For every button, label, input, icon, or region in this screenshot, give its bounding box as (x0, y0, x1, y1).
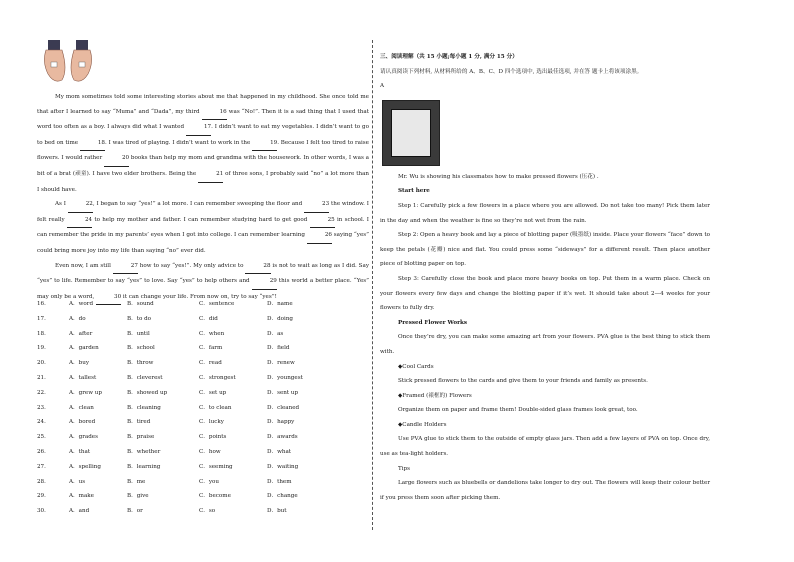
blank-25: 25 (310, 213, 335, 229)
option-row (37, 430, 367, 445)
option-b[interactable]: B．cleaning (127, 404, 161, 411)
option-row (37, 327, 367, 342)
question-number: 27． (37, 463, 50, 470)
option-d[interactable]: D．name (267, 301, 293, 307)
option-b[interactable]: B．give (127, 493, 149, 500)
option-a[interactable]: A．and (69, 508, 90, 515)
step-3: Step 3: Carefully close the book and place more heavy books on top. Put them in a warm place. Check on your flowers every few days and change the blotting paper if it’s wet. It should take about 2—4 weeks for your flowers to fully dry. (380, 275, 710, 312)
option-d[interactable]: D．doing (267, 315, 293, 322)
cloze-passage (37, 90, 369, 305)
question-number: 18． (37, 330, 50, 337)
option-a[interactable]: A．clean (69, 404, 94, 411)
question-number: 30． (37, 508, 50, 515)
option-b[interactable]: B．to do (127, 315, 152, 322)
option-b[interactable]: B．until (127, 330, 150, 337)
option-a[interactable]: A．grades (69, 434, 98, 441)
text-run: As I (55, 201, 68, 208)
blank-28: 28 (245, 259, 270, 275)
works-intro: Once they’re dry, you can make some amazing art from your flowers. PVA glue is the best thing to stick them with. (380, 334, 710, 355)
option-a[interactable]: A．buy (69, 360, 89, 367)
option-row (37, 460, 367, 475)
text-run: of three sons, I probably said “no” a lot more than I should have. (37, 170, 370, 193)
question-number: 24． (37, 419, 50, 426)
option-row (37, 297, 367, 312)
option-a[interactable]: A．garden (69, 345, 99, 352)
option-c[interactable]: C．become (199, 493, 231, 500)
question-number: 17． (37, 315, 50, 322)
text-run: saying “yes” could bring more joy into my life than saying “no” ever did. (37, 232, 369, 254)
reading-section (380, 50, 710, 505)
option-b[interactable]: B．cleverest (127, 374, 163, 381)
option-d[interactable]: D．cleaned (267, 404, 300, 411)
pressed-flower-photo (382, 100, 440, 166)
option-c[interactable]: C．you (199, 478, 220, 485)
question-number: 16． (37, 301, 50, 307)
hands-illustration (38, 40, 108, 86)
option-b[interactable]: B．tired (127, 419, 151, 426)
question-number: 25． (37, 434, 50, 441)
blank-20: 20 (104, 151, 129, 167)
passage-paragraph-1 (37, 90, 369, 197)
option-row (37, 489, 367, 504)
option-a[interactable]: A．do (69, 315, 86, 322)
section-instruction: 请认真阅读下列材料, 从材料所给的 A、B、C、D 四个选项中, 选出最佳选项, 并在答 题卡上将该项涂黑。 (380, 68, 643, 75)
option-row (37, 371, 367, 386)
question-number: 26． (37, 448, 50, 455)
option-row (37, 341, 367, 356)
question-number: 20． (37, 360, 50, 367)
option-d[interactable]: D．renew (267, 360, 295, 367)
option-d[interactable]: D．change (267, 493, 298, 500)
question-number: 23． (37, 404, 50, 411)
passage-label-a: A (380, 83, 385, 90)
reading-intro: Mr. Wu is showing his classmates how to make pressed flowers (压花) . (398, 173, 599, 180)
tips-heading: Tips (398, 465, 410, 472)
text-run: is not to wait as long as I did. Say “yes” to life. Remember to say “yes” to love. Say “yes” to help others and (37, 262, 370, 285)
step-2: Step 2: Open a heavy book and lay a piece of blotting paper (吸墨纸) inside. Place your flowers “face” down to keep the petals (花瓣) nice and flat. You could press some “sideways” for a different result. Then place another piece of blotting paper on top. (380, 232, 710, 268)
text-run: the window. I felt really (37, 201, 369, 223)
blank-27: 27 (113, 259, 138, 275)
question-number: 22． (37, 389, 50, 396)
text-run: , I began to say “yes!” a lot more. I can remember sweeping the floor and (92, 201, 305, 208)
item-1-title: ◆Cool Cards (398, 363, 434, 370)
text-run: it can change your life. From now on, try to say “yes”! (121, 293, 277, 300)
text-run: books than help my mom and grandma with the housework. In other words, I was a bit of a brat (顽童). I have two elder brothers. Being the (37, 155, 369, 177)
tips-text: Large flowers such as bluebells or dandelions take longer to dry out. The flowers will keep their colour better if you press them soon after picking them. (380, 480, 710, 501)
option-d[interactable]: D．waiting (267, 463, 299, 470)
blank-16: 16 (202, 105, 227, 121)
blank-22: 22 (68, 197, 93, 213)
option-row (37, 504, 367, 519)
option-row (37, 445, 367, 460)
item-3-text: Use PVA glue to stick them to the outside of empty glass jars. Then add a few layers of PVA on top. Once dry, use as tea-light holders. (380, 436, 710, 458)
option-c[interactable]: C．lucky (199, 419, 224, 426)
option-c[interactable]: C．points (199, 434, 227, 441)
blank-26: 26 (307, 228, 332, 244)
option-row (37, 356, 367, 371)
text-run: to help my mother and father. I can remember studying hard to get good (92, 216, 310, 223)
text-run: . I was tired of playing. I didn’t want to work in the (105, 139, 253, 146)
question-number: 21． (37, 374, 50, 381)
option-c[interactable]: C．so (199, 508, 216, 515)
item-2-title: ◆Framed (裱框的) Flowers (398, 392, 472, 399)
option-row (37, 415, 367, 430)
option-c[interactable]: C．strongest (199, 374, 236, 381)
option-d[interactable]: D．awards (267, 434, 298, 441)
option-c[interactable]: C．to clean (199, 404, 232, 411)
option-b[interactable]: B．sound (127, 301, 154, 307)
option-d[interactable]: D．youngest (267, 374, 303, 381)
option-b[interactable]: B．or (127, 508, 143, 515)
passage-paragraph-2 (37, 197, 369, 258)
blank-24: 24 (67, 213, 92, 229)
option-row (37, 386, 367, 401)
blank-18: 18 (80, 136, 105, 152)
option-d[interactable]: D．but (267, 508, 287, 515)
text-run: in school. I can remember the pride in my parents’ eyes when I got into college. I can remember learning (37, 216, 369, 239)
option-a[interactable]: A．make (69, 493, 94, 500)
text-run: this world a better place. “Yes” may only be a word, (37, 278, 369, 300)
question-number: 19． (37, 345, 50, 352)
framed-flower-image (391, 109, 431, 157)
option-c[interactable]: C．set up (199, 389, 227, 396)
options-list (37, 297, 367, 519)
option-d[interactable]: D．sent up (267, 389, 299, 396)
option-b[interactable]: B．throw (127, 360, 154, 367)
option-b[interactable]: B．school (127, 345, 155, 352)
option-d[interactable]: D．what (267, 448, 292, 455)
option-d[interactable]: D．them (267, 478, 292, 485)
blank-29: 29 (252, 274, 277, 290)
question-number: 29． (37, 493, 50, 500)
item-1-text: Stick pressed flowers to the cards and give them to your friends and family as presents. (398, 378, 648, 385)
text-run: was “No!”. Then it is a sad thing that I used that word too often as a boy. I always did what I wanted (37, 108, 369, 131)
option-b[interactable]: B．learning (127, 463, 161, 470)
works-heading: Pressed Flower Works (398, 319, 468, 326)
option-a[interactable]: A．after (69, 330, 93, 337)
text-run: Even now, I am still (55, 262, 113, 269)
option-a[interactable]: A．that (69, 448, 91, 455)
option-a[interactable]: A．grew up (69, 389, 102, 396)
text-run: . Because I felt too tired to raise flowers. I would rather (37, 139, 369, 162)
option-c[interactable]: C．sentence (199, 301, 235, 307)
option-b[interactable]: B．praise (127, 434, 155, 441)
option-a[interactable]: A．us (69, 478, 86, 485)
option-b[interactable]: B．me (127, 478, 146, 485)
option-c[interactable]: C．how (199, 448, 221, 455)
option-c[interactable]: C．did (199, 315, 218, 322)
option-d[interactable]: D．field (267, 345, 290, 352)
blank-19: 19 (252, 136, 277, 152)
section-title: 三、阅读理解（共 15 小题;每小题 1 分, 满分 15 分） (380, 54, 518, 60)
item-2-text: Organize them on paper and frame them! Double-sided glass frames look great, too. (398, 407, 638, 414)
option-c[interactable]: C．read (199, 360, 222, 367)
text-run: . I didn’t want to eat my vegetables. I didn’t want to go to bed on time (37, 124, 370, 146)
start-here-heading: Start here (398, 188, 430, 195)
blank-17: 17 (186, 120, 211, 136)
question-number: 28． (37, 478, 50, 485)
option-a[interactable]: A．bored (69, 419, 96, 426)
option-a[interactable]: A．word (69, 301, 94, 307)
option-c[interactable]: C．farm (199, 345, 223, 352)
option-row (37, 401, 367, 416)
option-b[interactable]: B．whether (127, 448, 161, 455)
blank-30: 30 (96, 290, 121, 306)
option-d[interactable]: D．as (267, 330, 284, 337)
step-1: Step 1: Carefully pick a few flowers in a place where you are allowed. Do not take too many! Pick them later in the day and when the weather is fine so they’re not wet from the rain. (380, 202, 710, 224)
column-divider (372, 40, 373, 530)
blank-23: 23 (304, 197, 329, 213)
option-row (37, 475, 367, 490)
option-c[interactable]: C．when (199, 330, 225, 337)
option-c[interactable]: C．seeming (199, 463, 233, 470)
text-run: how to say “yes!”. My only advice to (137, 262, 246, 269)
blank-21: 21 (198, 167, 223, 183)
item-3-title: ◆Candle Holders (398, 421, 447, 428)
text-run: My mom sometimes told some interesting stories about me that happened in my childhood. She once told me that after I learned to say “Muma” and “Dada”, my third (37, 94, 369, 115)
option-row (37, 312, 367, 327)
option-d[interactable]: D．happy (267, 419, 295, 426)
option-b[interactable]: B．showed up (127, 389, 168, 396)
option-a[interactable]: A．tallest (69, 374, 97, 381)
option-a[interactable]: A．spelling (69, 463, 101, 470)
